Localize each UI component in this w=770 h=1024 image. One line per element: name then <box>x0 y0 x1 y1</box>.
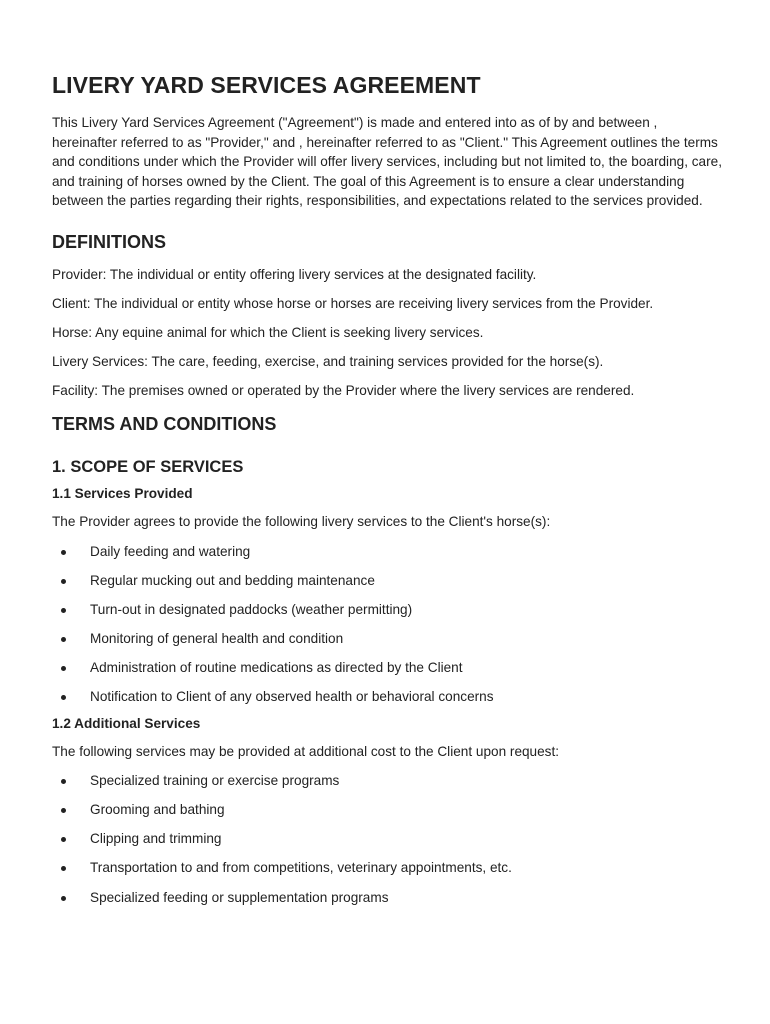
additional-services-heading: 1.2 Additional Services <box>52 716 201 732</box>
bullet-icon <box>61 866 66 871</box>
definitions-heading: DEFINITIONS <box>52 231 167 252</box>
list-item <box>52 571 724 591</box>
list-item <box>52 888 724 908</box>
bullet-icon <box>61 637 66 642</box>
services-provided-heading: 1.1 Services Provided <box>52 486 193 502</box>
services-provided-list <box>52 542 724 707</box>
list-item-text: Turn-out in designated paddocks (weather permitting) <box>90 601 413 617</box>
list-item <box>52 658 724 678</box>
bullet-icon <box>61 837 66 842</box>
list-item <box>52 829 724 849</box>
terms-heading: TERMS AND CONDITIONS <box>52 414 277 435</box>
list-item <box>52 629 724 649</box>
list-item-text: Monitoring of general health and condition <box>90 630 344 646</box>
bullet-icon <box>61 695 66 700</box>
list-item <box>52 771 724 791</box>
bullet-icon <box>61 896 66 901</box>
list-item-text: Administration of routine medications as directed by the Client <box>90 659 463 675</box>
list-item <box>52 800 724 820</box>
definition-livery-services: Livery Services: The care, feeding, exercise, and training services provided for the horse(s). <box>52 354 604 370</box>
bullet-icon <box>61 808 66 813</box>
definition-horse: Horse: Any equine animal for which the Client is seeking livery services. <box>52 325 484 341</box>
scope-of-services-heading: 1. SCOPE OF SERVICES <box>52 458 244 477</box>
document-title: LIVERY YARD SERVICES AGREEMENT <box>52 72 481 98</box>
definition-client: Client: The individual or entity whose horse or horses are receiving livery services from the Provider. <box>52 296 654 312</box>
services-provided-lead: The Provider agrees to provide the following livery services to the Client's horse(s): <box>52 514 551 530</box>
list-item <box>52 687 724 707</box>
definition-facility: Facility: The premises owned or operated by the Provider where the livery services are rendered. <box>52 383 635 399</box>
definition-provider: Provider: The individual or entity offering livery services at the designated facility. <box>52 266 537 282</box>
list-item-text: Grooming and bathing <box>90 802 225 818</box>
list-item-text: Daily feeding and watering <box>90 543 251 559</box>
list-item-text: Specialized training or exercise programs <box>90 773 340 789</box>
document-page <box>52 68 724 917</box>
list-item <box>52 858 724 878</box>
bullet-icon <box>61 550 66 555</box>
additional-services-lead: The following services may be provided at additional cost to the Client upon request: <box>52 744 560 760</box>
list-item-text: Regular mucking out and bedding maintenance <box>90 572 375 588</box>
bullet-icon <box>61 579 66 584</box>
list-item-text: Clipping and trimming <box>90 831 222 847</box>
bullet-icon <box>61 666 66 671</box>
bullet-icon <box>61 779 66 784</box>
list-item-text: Specialized feeding or supplementation programs <box>90 889 389 905</box>
list-item-text: Notification to Client of any observed health or behavioral concerns <box>90 689 494 704</box>
list-item-text: Transportation to and from competitions, veterinary appointments, etc. <box>90 860 512 876</box>
bullet-icon <box>61 608 66 613</box>
intro-paragraph: This Livery Yard Services Agreement ("Agreement") is made and entered into as of by and between , hereinafter referred to as "Provider," and , hereinafter referred to as "Client." This Agreement outlines the terms and conditions under which the Provider will offer livery services, including but not limited to, the boarding, care, and training of horses owned by the Client. The goal of this Agreement is to ensure a clear understanding between the parties regarding their rights, responsibilities, and expectations related to the services provided. <box>52 115 722 209</box>
list-item <box>52 600 724 620</box>
additional-services-list <box>52 771 724 907</box>
list-item <box>52 542 724 562</box>
